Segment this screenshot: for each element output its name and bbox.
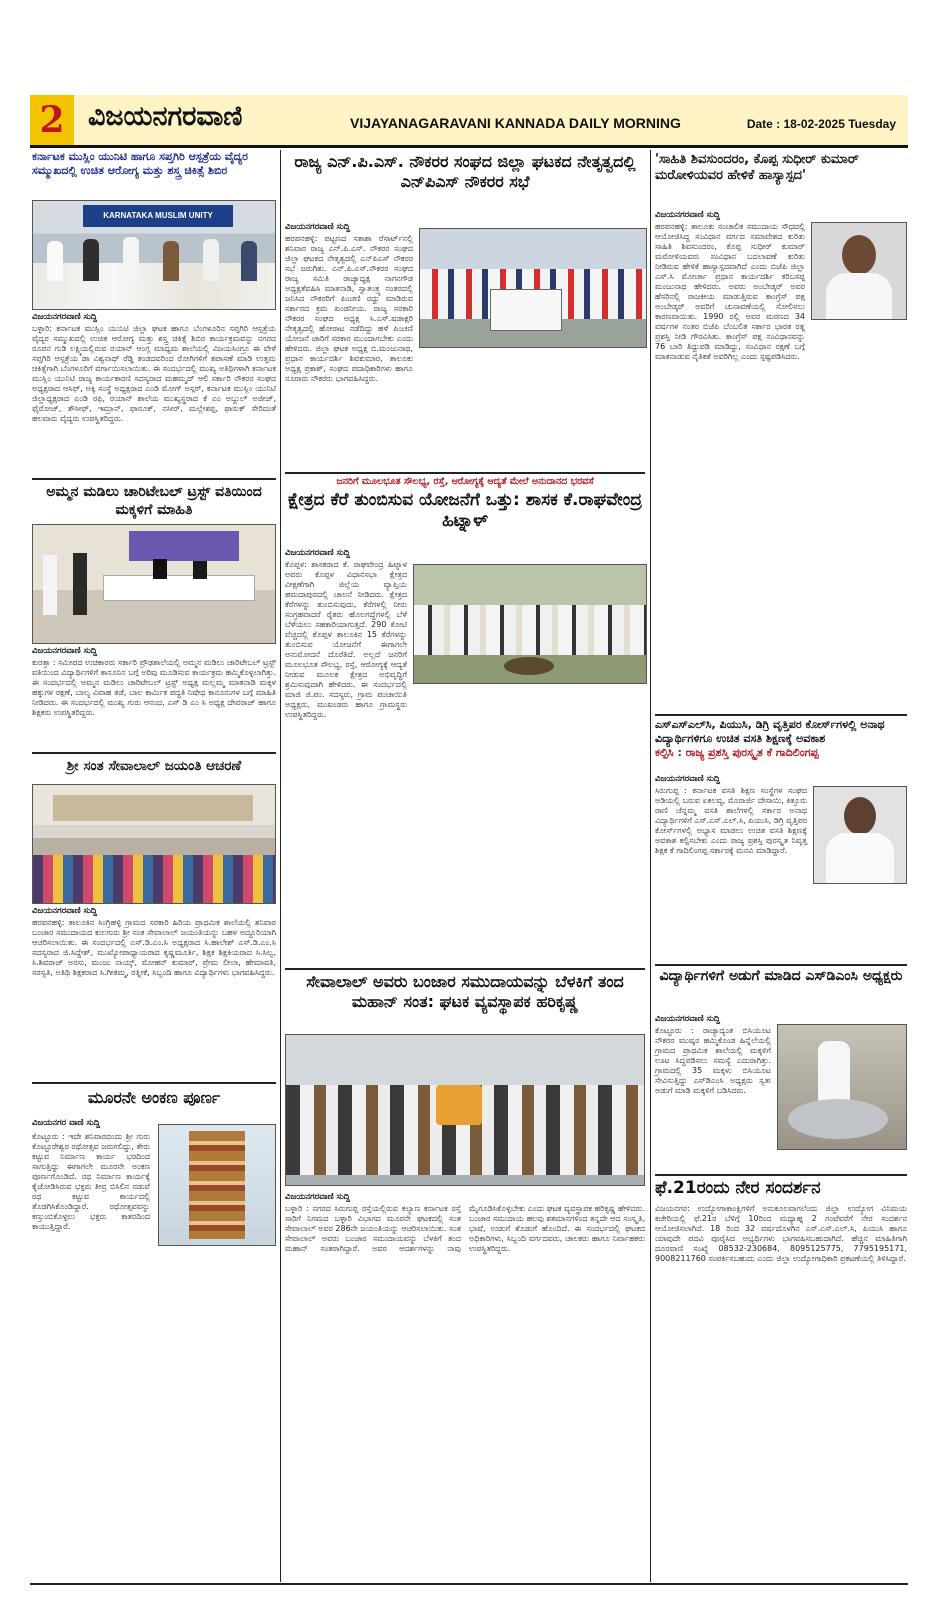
masthead xyxy=(30,95,908,148)
newspaper-title-kannada: ವಿಜಯನಗರವಾಣಿ xyxy=(88,101,243,132)
story-byline: ವಿಜಯನಗರವಾಣಿ ಸುದ್ದಿ xyxy=(285,548,351,558)
story-photo xyxy=(419,228,647,348)
story-photo xyxy=(32,524,276,644)
story-body: ಹರಪನಹಳ್ಳಿ: ತಾಲೂಕು ಸಂಚಾಲಿತ ಸಮುದಾಯ ಸೌಧದಲ್ಲಿ ಆಯೋಜಿಸಿದ್ದ ಸಂವಿಧಾನ ವರ್ಗದ ಸಮಾವೇಶದ ಕುರಿತು ಸಾಹಿತಿ ಶಿವಸುಂದರಂ, ಕೊಪ್ಪ ಸುಧೀರ್ ಕುಮಾರ್ ಮರೋಳಿಯವರು ಸಂವಿಧಾನ ಬದಲಾವಣೆ ಕುರಿತು ನೀಡಿರುವ ಹೇಳಿಕೆ ಹಾಸ್ಯಾಸ್ಪದವಾಗಿದೆ ಎಂದು ಬಿಜೆಪಿ ಜಿಲ್ಲಾ ಎಸ್.ಸಿ ಮೋರ್ಚಾ ಪ್ರಧಾನ ಕಾರ್ಯದರ್ಶಿ ಕರಿಬಸಪ್ಪ ಮಂಜುನಾಥ ಹೇಳಿದರು. ಅವರು ಅಂಬೇಡ್ಕರ್ ಅವರ ಹೆಸರಿನಲ್ಲಿ ರಾಜಕೀಯ ಮಾಡುತ್ತಿರುವ ಕಾಂಗ್ರೆಸ್ ಪಕ್ಷ ಅಂಬೇಡ್ಕರ್ ಅವರಿಗೆ ಚುನಾವಣೆಯಲ್ಲಿ ಸೋಲಿಸಲು ಕಾರಣವಾಯಿತು. 1990 ರಲ್ಲಿ ಅವರ ಮರಣದ 34 ವರ್ಷಗಳ ನಂತರ ಬಿಜೆಪಿ ಬೆಂಬಲಿತ ಸರ್ಕಾರ ಭಾರತ ರತ್ನ ಪ್ರಶಸ್ತಿ ನೀಡಿ ಗೌರವಿಸಿತು. ಕಾಂಗ್ರೆಸ್ ಪಕ್ಷ ಸಂವಿಧಾನವನ್ನು 76 ಬಾರಿ ತಿದ್ದುಪಡಿ ಮಾಡಿದ್ದು, ಸಂವಿಧಾನ ರಕ್ಷಣೆ ಬಗ್ಗೆ ಮಾತನಾಡುವ ನೈತಿಕತೆ ಅವರಿಗಿಲ್ಲ ಎಂದು ಸ್ಪಷ್ಟಪಡಿಸಿದರು. xyxy=(655,222,805,361)
left-column xyxy=(32,150,276,1336)
person-photo xyxy=(811,222,907,320)
page-bottom-rule xyxy=(30,1583,908,1585)
story-byline: ವಿಜಯನಗರವಾಣಿ ಸುದ್ದಿ xyxy=(655,774,721,784)
story-byline: ವಿಜಯನಗರವಾಣಿ ಸುದ್ದಿ xyxy=(655,1014,721,1024)
story-byline: ವಿಜಯನಗರವಾಣಿ ಸುದ್ದಿ xyxy=(655,210,721,220)
story-body: ಸಿರುಗುಪ್ಪ : ಕರ್ನಾಟಕ ವಸತಿ ಶಿಕ್ಷಣ ಸಂಸ್ಥೆಗಳ ಸಂಘದ ಅಡಿಯಲ್ಲಿ ಬರುವ ಏಕಲವ್ಯ, ಮೊರಾರ್ಜಿ ದೇಸಾಯಿ, ಕಿತ್ತೂರು ರಾಣಿ ಚೆನ್ನಮ್ಮ ವಸತಿ ಶಾಲೆಗಳಲ್ಲಿ ಸರ್ಕಾರ ಅನಾಥ ವಿದ್ಯಾರ್ಥಿಗಳಿಗೆ ಎಸ್.ಎಸ್.ಎಲ್.ಸಿ, ಪಿಯುಸಿ, ಡಿಗ್ರಿ ವೃತ್ತಿಪರ ಕೋರ್ಸ್‌ಗಳಲ್ಲಿ ಅಭ್ಯಾಸ ಮಾಡಲು ಉಚಿತ ವಸತಿ ಶಿಕ್ಷಣಕ್ಕೆ ಅವಕಾಶ ಕಲ್ಪಿಸಬೇಕು ಎಂದು ರಾಜ್ಯ ಪ್ರಶಸ್ತಿ ಪುರಸ್ಕೃತ ನಿವೃತ್ತ ಶಿಕ್ಷಕ ಕೆ ಗಾದಿಲಿಂಗಪ್ಪ ಸರ್ಕಾರಕ್ಕೆ ಮನವಿ ಮಾಡಿದ್ದಾರೆ. xyxy=(655,786,808,855)
story-byline: ವಿಜಯನಗರ ವಾಣಿ ಸುದ್ದಿ xyxy=(32,1118,100,1128)
story-headline: ಶ್ರೀ ಸಂತ ಸೇವಾಲಾಲ್ ಜಯಂತಿ ಆಚರಣೆ xyxy=(66,758,242,774)
story-body: ಕೊಟ್ಟೂರು : ರಾಜ್ಯಾದ್ಯಂತ ಬಿಸಿಯೂಟ ನೌಕರರ ಮುಷ್ಕರ ಹಮ್ಮಿಕೊಂಡ ಹಿನ್ನೆಲೆಯಲ್ಲಿ ಗ್ರಾಮದ ಪ್ರಾಥಮಿಕ ಶಾಲೆಯಲ್ಲಿ ಮಕ್ಕಳಿಗೆ ಊಟ ಸಿದ್ಧಪಡಿಸಲು ಸಮಸ್ಯೆ ಎದುರಾಗಿತ್ತು. ಗ್ರಾಮದಲ್ಲಿ 35 ಮಕ್ಕಳು ಬಿಸಿಯೂಟ ಸೇವಿಸುತ್ತಿದ್ದು ಎಸ್‌ಡಿಎಂಸಿ ಅಧ್ಯಕ್ಷರು ಸ್ವತಃ ಅಡುಗೆ ಮಾಡಿ ಮಕ್ಕಳಿಗೆ ಬಡಿಸಿದರು. xyxy=(655,1026,771,1095)
story-body: ಹರಪನಹಳ್ಳಿ: ತಾಲೂಕಿನ ಸಿಂಗ್ರಿಹಳ್ಳಿ ಗ್ರಾಮದ ಸರಕಾರಿ ಹಿರಿಯ ಪ್ರಾಥಮಿಕ ಶಾಲೆಯಲ್ಲಿ ಶನಿವಾರ ಬಂಜಾರ ಸಮುದಾಯದ ಕುಲಗುರು ಶ್ರೀ ಸಂತ ಸೇವಾಲಾಲ್ ಜಯಂತಿಯನ್ನು ಬಹಳ ಅದ್ದೂರಿಯಾಗಿ ಆಚರಿಸಲಾಯಿತು. ಈ ಸಂದರ್ಭದಲ್ಲಿ ಎಸ್.ಡಿ.ಎಂ.ಸಿ ಅಧ್ಯಕ್ಷರಾದ ಸಿ.ಹಾಲೇಶ್ ಎಸ್.ಡಿ.ಎಂ.ಸಿ ಸದಸ್ಯರಾದ ಜಿ.ಸಿದ್ದೇಶ್, ಮುಖ್ಯೋಪಾಧ್ಯಾಯರಾದ ಕೃಷ್ಣಮೂರ್ತಿ, ಶಿಕ್ಷಕ ಶಿಕ್ಷಕಿಯರಾದ ಸಿ.ಸಿಲ್ವ, ಸಿ.ಶಿವರಾಜ್ ಅರಸು, ಮಂಜು ನಾಯ್ಕ್, ಮೋಹನ್ ಕುಮಾರ್, ಪ್ರೇಮ ಲೀಲಾ, ಹೇಮಾವತಿ, ಸರಸ್ವತಿ, ಅತಿಥಿ ಶಿಕ್ಷಕರಾದ ಸಿ.ಗೀತಮ್ಮ, ರತ್ನೀಕೆ, ಸಿಬ್ಬಂದಿ ಹಾಗೂ ವಿದ್ಯಾರ್ಥಿಗಳು ಭಾಗವಹಿಸಿದ್ದರು. xyxy=(32,918,276,977)
story-photo xyxy=(285,1034,645,1186)
story-headline: ಮೂರನೇ ಅಂಕಣ ಪೂರ್ಣ xyxy=(87,1088,221,1107)
story-byline: ವಿಜಯನಗರವಾಣಿ ಸುದ್ದಿ xyxy=(285,1192,351,1202)
chariot-photo xyxy=(158,1124,276,1246)
story-byline: ವಿಜಯನಗರವಾಣಿ ಸುದ್ದಿ xyxy=(32,312,98,322)
newspaper-title-english: VIJAYANAGARAVANI KANNADA DAILY MORNING xyxy=(350,115,681,131)
story-headline: ಎಸ್‌ಎಸ್‌ಎಲ್‌ಸಿ, ಪಿಯುಸಿ, ಡಿಗ್ರಿ ವೃತ್ತಿಪರ ಕೋರ್ಸ್‌ಗಳಲ್ಲಿ ಅನಾಥ ವಿದ್ಯಾರ್ಥಿಗಳಿಗೂ ಉಚಿತ ವಸತಿ ಶಿಕ್ಷಣಕ್ಕೆ ಅವಕಾಶ xyxy=(655,718,885,745)
story-body: ಹರಪನಹಳ್ಳಿ: ಪಟ್ಟಣದ ಸತಾಶಾ ರೆಸಾರ್ಟ್‌ನಲ್ಲಿ ಶನಿವಾರ ರಾಜ್ಯ ಎನ್.ಪಿ.ಎಸ್. ನೌಕರರ ಸಂಘದ ಜಿಲ್ಲಾ ಘಟಕದ ನೇತೃತ್ವದಲ್ಲಿ ಎನ್‌ಪಿಎಸ್ ನೌಕರರ ಸಭೆ ಜರುಗಿತು. ಎನ್.ಪಿ.ಎಸ್.ನೌಕರರ ಸಂಘದ ರಾಜ್ಯ ಸಮಿತಿ ರಾಜ್ಯಾಧ್ಯಕ್ಷ ನಾಗನಗೌಡ ಅಧ್ಯಕ್ಷತೆವಹಿಸಿ ಮಾತನಾಡಿ, ಸ್ವಾತಂತ್ರ್ಯ ನಂತರದಲ್ಲಿ ಜನಿಸಿದ ನೌಕರರಿಗೆ ಪಿಂಚಣಿ ರದ್ದು ಮಾಡಿರುವ ಸರ್ಕಾರದ ಕ್ರಮ ಖಂಡನೀಯ. ರಾಜ್ಯ ಸರಕಾರಿ ನೌಕರರ ಸಂಘದ ಅಧ್ಯಕ್ಷ ಸಿ.ಎಸ್.ಷಡಾಕ್ಷರಿ ನೇತೃತ್ವದಲ್ಲಿ ಹೋರಾಟ ನಡೆದಿದ್ದು ಹಳೆ ಪಿಂಚಣಿ ಯೋಜನೆ ಜಾರಿಗೆ ಸರಕಾರ ಮುಂದಾಗಬೇಕು ಎಂದು ಹೇಳಿದರು. ಜಿಲ್ಲಾ ಘಟಕ ಅಧ್ಯಕ್ಷ ಬಿ.ಮಂಜುನಾಥ, ಪ್ರಧಾನ ಕಾರ್ಯದರ್ಶಿ ಶಿವಕುಮಾರ, ತಾಲೂಕು ಅಧ್ಯಕ್ಷ ಪ್ರಕಾಶ್, ಸಂಘದ ಪದಾಧಿಕಾರಿಗಳು ಹಾಗೂ ನೂರಾರು ನೌಕರರು ಭಾಗವಹಿಸಿದ್ದರು. xyxy=(285,234,413,383)
story-photo xyxy=(32,200,276,310)
story-headline: 'ಸಾಹಿತಿ ಶಿವಸುಂದರಂ, ಕೊಪ್ಪ ಸುಧೀರ್ ಕುಮಾರ್ ಮರೋಳಿಯವರ ಹೇಳಿಕೆ ಹಾಸ್ಯಾಸ್ಪದ' xyxy=(655,152,859,184)
right-column xyxy=(655,152,907,1372)
story-kicker: ಕಲ್ಪಿಸಿ : ರಾಜ್ಯ ಪ್ರಶಸ್ತಿ ಪುರಸ್ಕೃತ ಕೆ ಗಾದಿಲಿಂಗಪ್ಪ xyxy=(655,746,819,759)
event-banner: KARNATAKA MUSLIM UNITY xyxy=(83,205,233,227)
story-headline: ಫೆ.21ರಂದು ನೇರ ಸಂದರ್ಶನ xyxy=(655,1178,821,1198)
column-divider xyxy=(650,150,651,1582)
story-photo xyxy=(413,564,647,684)
story-headline: ಕರ್ನಾಟಕ ಮುಸ್ಲಿಂ ಯುನಿಟಿ ಹಾಗೂ ಸಪ್ತಗಿರಿ ಆಸ್ಪತ್ರೆಯ ವೈದ್ಯರ ಸಮ್ಮುಖದಲ್ಲಿ ಉಚಿತ ಆರೋಗ್ಯ ಮತ್ತು ಶಸ್ತ್ರ ಚಿಕಿತ್ಸೆ ಶಿಬಿರ xyxy=(32,150,248,177)
story-headline: ವಿದ್ಯಾರ್ಥಿಗಳಿಗೆ ಅಡುಗೆ ಮಾಡಿದ ಎಸ್‌ಡಿಎಂಸಿ ಅಧ್ಯಕ್ಷರು xyxy=(659,968,903,984)
story-body-continued xyxy=(285,352,645,470)
story-byline: ವಿಜಯನಗರವಾಣಿ ಸುದ್ದಿ xyxy=(32,646,98,656)
story-headline: ಕ್ಷೇತ್ರದ ಕೆರೆ ತುಂಬಿಸುವ ಯೋಜನೆಗೆ ಒತ್ತು: ಶಾಸಕ ಕೆ.ರಾಘವೇಂದ್ರ ಹಿಟ್ನಾಳ್ xyxy=(287,490,642,532)
story-body: ವಿಜಯನಗರ: ಉದ್ಯೋಗಾಕಾಂಕ್ಷಿಗಳಿಗೆ ಅನುಕೂಲವಾಗಲೆಂದು ಜಿಲ್ಲಾ ಉದ್ಯೋಗ ವಿನಿಮಯ ಕಚೇರಿಯಲ್ಲಿ ಫೆ.21ರ ಬೆಳಿಗ್ಗೆ 10ರಿಂದ ಮಧ್ಯಾಹ್ನ 2 ಗಂಟೆವರೆಗೆ ನೇರ ಸಂದರ್ಶನ ಆಯೋಜಿಸಲಾಗಿದೆ. 18 ರಿಂದ 32 ವರ್ಷದೊಳಗಿನ ಎಸ್.ಎಸ್.ಎಲ್.ಸಿ, ಪಿಯುಸಿ ಹಾಗೂ ಯಾವುದೇ ಪದವಿ ಪೂರೈಸಿದ ಅಭ್ಯರ್ಥಿಗಳು ಭಾಗವಹಿಸಬಹುದಾಗಿದೆ. ಹೆಚ್ಚಿನ ಮಾಹಿತಿಗಾಗಿ ದೂರವಾಣಿ ಸಂಖ್ಯೆ 08532-230684, 8095125775, 7795195171, 9008211760 ಸಂಪರ್ಕಿಸಬಹುದು ಎಂದು ಜಿಲ್ಲಾ ಉದ್ಯೋಗಾಧಿಕಾರಿ ಪ್ರಕಟಣೆಯಲ್ಲಿ ತಿಳಿಸಿದ್ದಾರೆ. xyxy=(655,1204,907,1263)
story-byline: ವಿಜಯನಗರವಾಣಿ ಸುದ್ದಿ xyxy=(32,906,98,916)
story-kicker: ಜನರಿಗೆ ಮೂಲಭೂತ ಸೌಲಭ್ಯ, ರಸ್ತೆ, ಆರೋಗ್ಯಕ್ಕೆ ಆದ್ಯತೆ ಮೇಲೆ ಅನುದಾನದ ಭರವಸೆ xyxy=(336,476,594,487)
cooking-photo xyxy=(777,1024,907,1150)
story-photo xyxy=(32,784,276,904)
story-body: ಕುರತ್ತಾ : ಸಮೀಪದ ಉಚಿಕಾರರು ಸರ್ಕಾರಿ ಪ್ರೌಢಶಾಲೆಯಲ್ಲಿ ಅಮ್ಮನ ಮಡಿಲು ಚಾರಿಟೇಬಲ್ ಟ್ರಸ್ಟ್ ವತಿಯಿಂದ ವಿದ್ಯಾರ್ಥಿಗಳಿಗೆ ಕಾನೂನಿನ ಬಗ್ಗೆ ಅರಿವು ಮೂಡಿಸುವ ಕಾರ್ಯಕ್ರಮ ಹಮ್ಮಿಕೊಳ್ಳಲಾಗಿತ್ತು. ಈ ಸಂದರ್ಭದಲ್ಲಿ ಅಮ್ಮನ ಮಡಿಲು ಚಾರಿಟೇಬಲ್ ಟ್ರಸ್ಟ್ ಅಧ್ಯಕ್ಷ ಮಲ್ಲಮ್ಮ ಮಾತನಾಡಿ ಮಕ್ಕಳ ಹಕ್ಕುಗಳ ರಕ್ಷಣೆ, ಬಾಲ್ಯ ವಿವಾಹ ತಡೆ, ಬಾಲ ಕಾರ್ಮಿಕ ಪದ್ಧತಿ ನಿಷೇಧ ಕಾನೂನುಗಳ ಬಗ್ಗೆ ಮಾಹಿತಿ ನೀಡಿದರು. ಈ ಸಂದರ್ಭದಲ್ಲಿ ಮುಖ್ಯ ಗುರು ಆನಂದ, ಎಸ್ ಡಿ ಎಂ ಸಿ ಅಧ್ಯಕ್ಷ ದೇವರಾಜ್ ಹಾಗೂ ಶಿಕ್ಷಕರು ಉಪಸ್ಥಿತರಿದ್ದರು. xyxy=(32,658,276,717)
story-body: ಬಳ್ಳಾರಿ : ನಗರದ ಸಿರುಗುಪ್ಪ ರಸ್ತೆಯಲ್ಲಿರುವ ಕಲ್ಯಾಣ ಕರ್ನಾಟಕ ರಸ್ತೆ ಸಾರಿಗೆ ನಿಗಮದ ಬಳ್ಳಾರಿ ವಿಭಾಗದ ಮೂರನೇ ಘಟಕದಲ್ಲಿ ಸಂತ ಸೇವಾಲಾಲ್ ಅವರ 286ನೇ ಜಯಂತಿಯನ್ನು ಆಚರಿಸಲಾಯಿತು. ಸಂತ ಸೇವಾಲಾಲ್ ಅವರು ಬಂಜಾರ ಸಮುದಾಯವನ್ನು ಬೆಳಕಿಗೆ ತಂದ ಮಹಾನ್ ಸಂತರಾಗಿದ್ದಾರೆ. ಅವರ ಆದರ್ಶಗಳನ್ನು ನಾವು ಮೈಗೂಡಿಸಿಕೊಳ್ಳಬೇಕು ಎಂದು ಘಟಕ ವ್ಯವಸ್ಥಾಪಕ ಹರಿಕೃಷ್ಣ ಹೇಳಿದರು. ಬಂಜಾರ ಸಮುದಾಯ ಹಲವು ಶತಮಾನಗಳಿಂದ ತನ್ನದೇ ಆದ ಸಂಸ್ಕೃತಿ, ಭಾಷೆ, ಉಡುಗೆ ತೊಡುಗೆ ಹೊಂದಿದೆ. ಈ ಸಂದರ್ಭದಲ್ಲಿ ಘಟಕದ ಅಧಿಕಾರಿಗಳು, ಸಿಬ್ಬಂದಿ ವರ್ಗದವರು, ಚಾಲಕರು ಹಾಗೂ ನಿರ್ವಾಹಕರು ಉಪಸ್ಥಿತರಿದ್ದರು. xyxy=(285,1204,645,1253)
story-body: ಬಳ್ಳಾರಿ: ಕರ್ನಾಟಕ ಮುಸ್ಲಿಂ ಯುನಿಟಿ ಜಿಲ್ಲಾ ಘಟಕ ಹಾಗೂ ಬೆಂಗಳೂರಿನ ಸಪ್ತಗಿರಿ ಆಸ್ಪತ್ರೆಯ ವೈದ್ಯರ ಸಮ್ಮುಖದಲ್ಲಿ ಉಚಿತ ಆರೋಗ್ಯ ಮತ್ತು ಶಸ್ತ್ರ ಚಿಕಿತ್ಸೆ ಶಿಬಿರ ಕಾರ್ಯಕ್ರಮವನ್ನು ನಗರದ ರೂಪನ ಗುಡಿ ಲಕ್ಷ್ಮಿಯಲ್ಲಿರುವ ರಯಾನ್ ಆಂಗ್ಲ ಮಾಧ್ಯಮ ಶಾಲೆಯಲ್ಲಿ ವಿಜಯಸಿಂಗ್ರೂ ಈ ವೇಳೆ ಸಪ್ತಗಿರಿ ಆಸ್ಪತ್ರೆಯ ಡಾ ವಿಶ್ವನಾಥ್ ರೆಡ್ಡಿ ತಂಡದವರಿಂದ ರೋಗಿಗಳಿಗೆ ತಪಾಸಣೆ ಮಾಡಿ ಉತ್ತಮ ಚಿಕಿತ್ಸೆಗಾಗಿ ಬೆಂಗಳೂರಿಗೆ ವರ್ಗಾಯಿಸಲಾಯಿತು. ಈ ಸಂದರ್ಭದಲ್ಲಿ ಮುಖ್ಯ ಅತಿಥಿಗಳಾಗಿ ಕರ್ನಾಟಕ ಮುಸ್ಲಿಂ ಯುನಿಟಿ ರಾಜ್ಯ ಕಾರ್ಯಕಾರಣಿ ಸದಸ್ಯರಾದ ಮಹಮ್ಮದ್ ಆಲಿ ಸರ್ಕಾರಿ ನೌಕರರ ಸಂಘದ ಅಧ್ಯಕ್ಷರಾದ ಆಸಿಫ್, ಅಕ್ಕಿ ಸಂಸ್ಥೆ ಅಧ್ಯಕ್ಷರಾದ ಎಂಡಿ ಮೋಗ್ ಅಸ್ಗರ್, ಕರ್ನಾಟಕ ಮುಸ್ಲಿಂ ಯುನಿಟಿ ಜಿಲ್ಲಾಧ್ಯಕ್ಷರಾದ ಎಂಡಿ ರಫಿ, ರಯಾನ್ ಶಾಲೆಯ ಮುಖ್ಯಸ್ಥರಾದ ಕೆ ಎಂ ಅಬ್ದುಲ್ ಅಜೀಜ್, ಫೈರೋಜ್, ತೌಸೀಫ್, ಇಮ್ರಾನ್, ಫಾರೂಕ್, ನಸೀರ್, ಮಲ್ಲೇಶಪ್ಪ, ಫಾರುಕ್ ಸೇರಿದಂತೆ ಹಲವಾರು ವೈದ್ಯರು ಉಪಸ್ಥಿತರಿದ್ದರು. xyxy=(32,324,276,423)
page-number: 2 xyxy=(30,95,74,145)
story-body: ಕೊಪ್ಪಳ: ಶಾಸಕರಾದ ಕೆ. ರಾಘವೇಂದ್ರ ಹಿಟ್ನಾಳ ಅವರು ಕೊಪ್ಪಳ ವಿಧಾನಸಭಾ ಕ್ಷೇತ್ರದ ವೀಕ್ಷಣೆಗಾಗಿ ಜಿಲ್ಲೆಯ ವ್ಯಾಪ್ತಿಯ ಹಮದಾಪುರದಲ್ಲಿ ಚಾಲನೆ ನೀಡಿದರು. ಕ್ಷೇತ್ರದ ಕೆರೆಗಳನ್ನು ತುಂಬಿಸುವುದು, ಕೆರೆಗಳಲ್ಲಿ ನೀರು ಸಂಗ್ರಹವಾದರೆ ರೈತರು ಹೊಲಗದ್ದೆಗಳಲ್ಲಿ ಬೆಳೆ ಬೆಳೆಯಲು ಸಹಕಾರಿಯಾಗುತ್ತದೆ. 290 ಕೋಟಿ ವೆಚ್ಚದಲ್ಲಿ ಕೊಪ್ಪಳ ತಾಲೂಕಿನ 15 ಕೆರೆಗಳನ್ನು ತುಂಬಿಸುವ ಯೋಜನೆಗೆ ಈಗಾಗಲೇ ಅನುಮೋದನೆ ದೊರೆತಿದೆ. ಅಲ್ಲದೆ ಜನರಿಗೆ ಮೂಲಭೂತ ಸೌಲಭ್ಯ, ರಸ್ತೆ, ಆರೋಗ್ಯಕ್ಕೆ ಆದ್ಯತೆ ನೀಡುವ ಮೂಲಕ ಕ್ಷೇತ್ರದ ಅಭಿವೃದ್ಧಿಗೆ ಶ್ರಮಿಸುವುದಾಗಿ ಹೇಳಿದರು. ಈ ಸಂದರ್ಭದಲ್ಲಿ ಮಾಜಿ ಜಿ.ಪಂ. ಸದಸ್ಯರು, ಗ್ರಾಮ ಪಂಚಾಯಿತಿ ಅಧ್ಯಕ್ಷರು, ಮುಖಂಡರು ಹಾಗೂ ಗ್ರಾಮಸ್ಥರು ಉಪಸ್ಥಿತರಿದ್ದರು. xyxy=(285,560,407,719)
story-headline: ಸೇವಾಲಾಲ್ ಅವರು ಬಂಜಾರ ಸಮುದಾಯವನ್ನು ಬೆಳಕಿಗೆ ತಂದ ಮಹಾನ್ ಸಂತ: ಘಟಕ ವ್ಯವಸ್ಥಾಪಕ ಹರಿಕೃಷ್ಣ xyxy=(306,972,624,1011)
person-photo xyxy=(813,786,907,884)
story-body: ಕೊಟ್ಟೂರು : ಇದೇ ಶನಿವಾರದಂದು ಶ್ರೀ ಗುರು ಕೊಟ್ಟೂರೇಶ್ವರ ರಥೋತ್ಸವ ಜರುಗಲಿದ್ದು, ತೇರು ಕಟ್ಟುವ ನಿರ್ಮಾಣ ಕಾರ್ಯ ಭರದಿಂದ ಸಾಗುತ್ತಿದ್ದು ಈಗಾಗಲೇ ಮೂರನೇ ಅಂಕಣ ಪೂರ್ಣಗೊಂಡಿದೆ. ರಥ ನಿರ್ಮಾಣ ಕಾರ್ಯಕ್ಕೆ ಕೈಜೋಡಿಸಿರುವ ಭಕ್ತರು ತೀವ್ರ ಬಿಸಿಲಿನ ನಡುವೆ ರಥ ಕಟ್ಟುವ ಕಾರ್ಯದಲ್ಲಿ ತೊಡಗಿಸಿಕೊಂಡಿದ್ದಾರೆ. ರಥೋತ್ಸವವನ್ನು ಕಣ್ತುಂಬಿಕೊಳ್ಳಲು ಭಕ್ತರು ಕಾತರದಿಂದ ಕಾಯುತ್ತಿದ್ದಾರೆ. xyxy=(32,1132,150,1231)
story-byline: ವಿಜಯನಗರವಾಣಿ ಸುದ್ದಿ xyxy=(285,222,351,232)
issue-date: Date : 18-02-2025 Tuesday xyxy=(746,117,896,131)
story-headline: ಅಮ್ಮನ ಮಡಿಲು ಚಾರಿಟೇಬಲ್ ಟ್ರಸ್ಟ್ ವತಿಯಿಂದ ಮಕ್ಕಳಿಗೆ ಮಾಹಿತಿ xyxy=(46,484,262,518)
center-column xyxy=(285,152,645,1390)
story-headline: ರಾಜ್ಯ ಎನ್.ಪಿ.ಎಸ್. ನೌಕರರ ಸಂಘದ ಜಿಲ್ಲಾ ಘಟಕದ ನೇತೃತ್ವದಲ್ಲಿ ಎನ್‌ಪಿಎಸ್ ನೌಕರರ ಸಭೆ xyxy=(294,152,636,191)
column-divider xyxy=(280,150,281,1582)
